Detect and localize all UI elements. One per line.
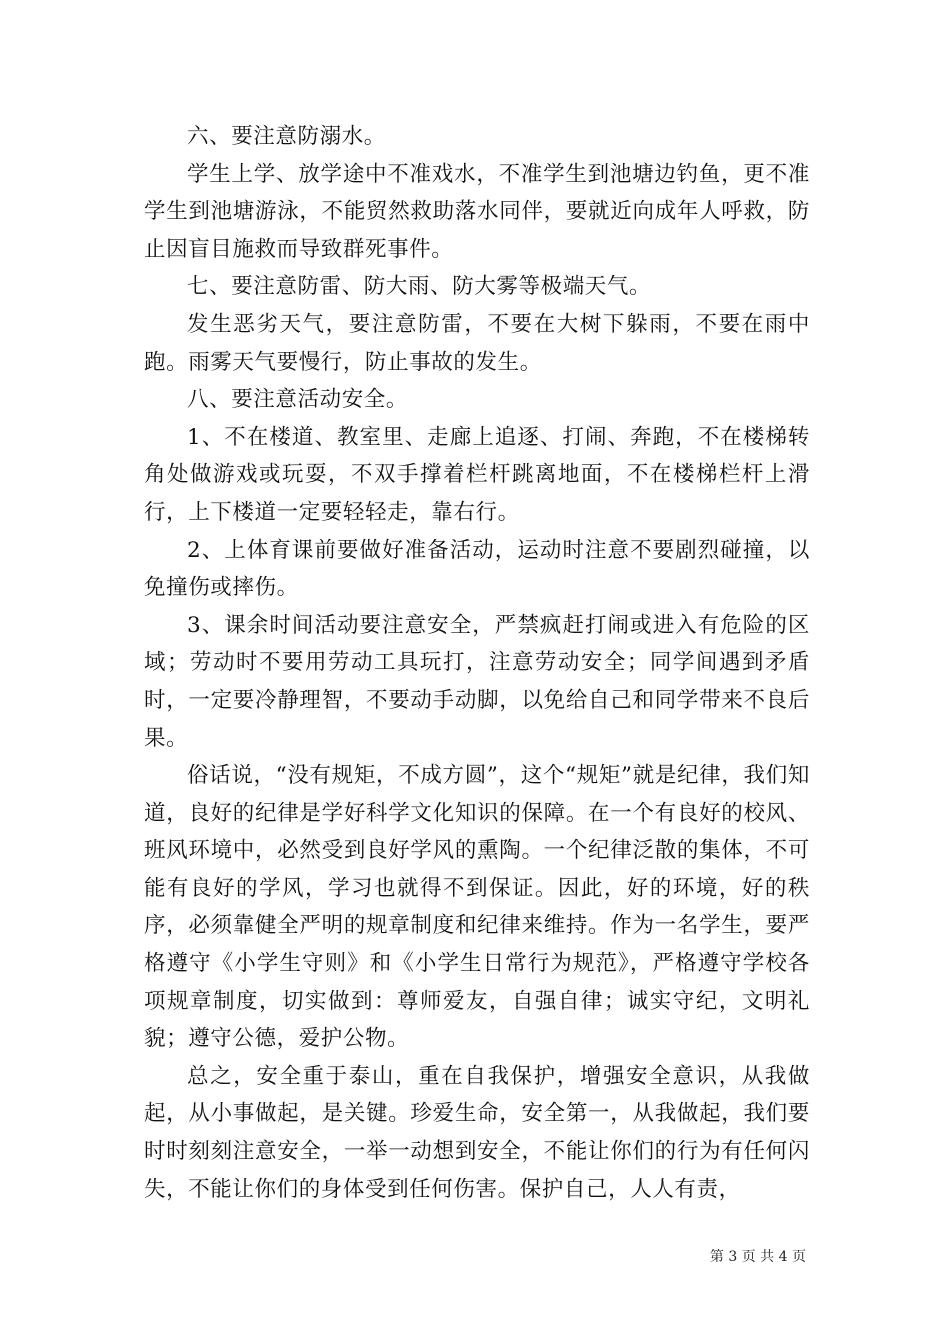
list-item: 3、课余时间活动要注意安全，严禁疯赶打闹或进入有危险的区域；劳动时不要用劳动工具玩打，注意劳动安全；同学间遇到矛盾时，一定要冷静理智，不要动手动脚，以免给自己和同学带来不良后果。 (144, 612, 810, 751)
section-heading-activity: 八、要注意活动安全。 (187, 387, 409, 413)
body-paragraph: 发生恶劣天气，要注意防雷，不要在大树下躲雨，不要在雨中跑。雨雾天气要慢行，防止事故的发生。 (144, 311, 810, 375)
body-paragraph: 学生上学、放学途中不准戏水，不准学生到池塘边钓鱼，更不准学生到池塘游泳，不能贸然救助落水同伴，要就近向成年人呼救，防止因盲目施救而导致群死事件。 (144, 161, 810, 262)
page-number: 第 3 页 共 4 页 (709, 1249, 806, 1265)
list-item: 1、不在楼道、教室里、走廊上追逐、打闹、奔跑，不在楼梯转角处做游戏或玩耍，不双手撑着栏杆跳离地面，不在楼梯栏杆上滑行，上下楼道一定要轻轻走，靠右行。 (144, 424, 810, 525)
section-heading-drowning: 六、要注意防溺水。 (187, 124, 386, 149)
list-item: 2、上体育课前要做好准备活动，运动时注意不要剧烈碰撞，以免撞伤或摔伤。 (144, 537, 810, 601)
section-heading-weather: 七、要注意防雷、防大雨、防大雾等极端天气。 (187, 274, 652, 300)
document-body (144, 118, 810, 1208)
body-paragraph: 总之，安全重于泰山，重在自我保护，增强安全意识，从我做起，从小事做起，是关键。珍爱生命，安全第一，从我做起，我们要时时刻刻注意安全，一举一动想到安全，不能让你们的行为有任何闪失，不能让你们的身体受到任何伤害。保护自己，人人有责， (144, 1063, 810, 1202)
body-paragraph: 俗话说，“没有规矩，不成方圆”，这个“规矩”就是纪律，我们知道，良好的纪律是学好科学文化知识的保障。在一个有良好的校风、班风环境中，必然受到良好学风的熏陶。一个纪律泛散的集体，不可能有良好的学风，学习也就得不到保证。因此，好的环境，好的秩序，必须靠健全严明的规章制度和纪律来维持。作为一名学生，要严格遵守《小学生守则》和《小学生日常行为规范》，严格遵守学校各项规章制度，切实做到：尊师爱友，自强自律；诚实守纪，文明礼貌；遵守公德，爱护公物。 (144, 763, 810, 1052)
